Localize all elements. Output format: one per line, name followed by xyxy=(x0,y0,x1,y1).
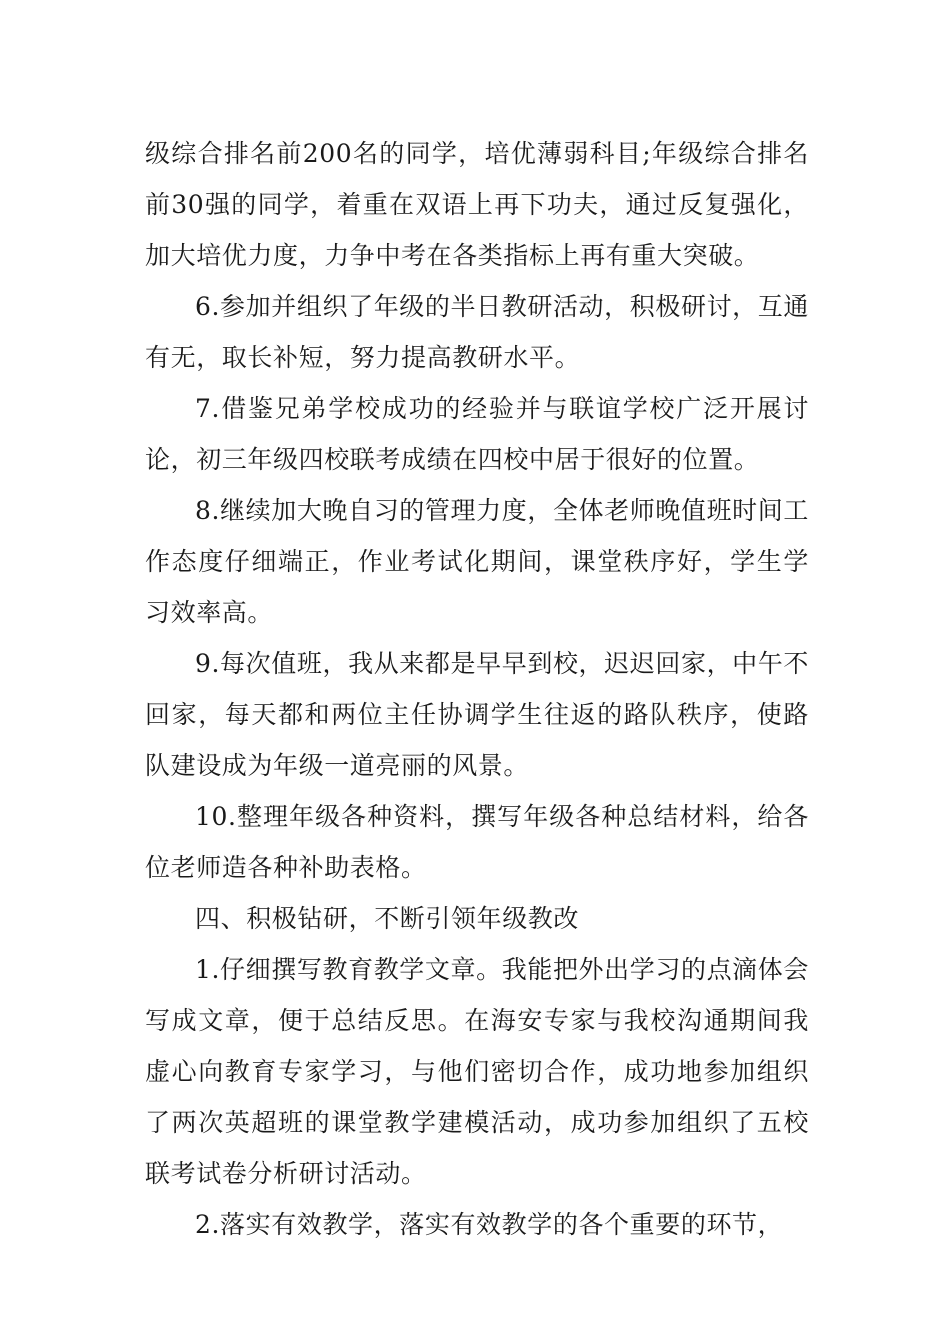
paragraph-item-2: 2.落实有效教学，落实有效教学的各个重要的环节， xyxy=(195,1210,784,1239)
paragraph-item-7: 7.借鉴兄弟学校成功的经验并与联谊学校广泛开展讨论，初三年级四校联考成绩在四校中居于很好的位置。 xyxy=(145,394,809,474)
paragraph-item-9: 9.每次值班，我从来都是早早到校，迟迟回家，中午不回家，每天都和两位主任协调学生往返的路队秩序，使路队建设成为年级一道亮丽的风景。 xyxy=(145,649,809,780)
paragraph-item-6: 6.参加并组织了年级的半日教研活动，积极研讨，互通有无，取长补短，努力提高教研水平。 xyxy=(145,292,809,372)
section-heading: 四、积极钻研，不断引领年级教改 xyxy=(195,904,580,933)
paragraph-continued: 级综合排名前200名的同学，培优薄弱科目;年级综合排名前30强的同学，着重在双语上再下功夫，通过反复强化，加大培优力度，力争中考在各类指标上再有重大突破。 xyxy=(145,139,809,270)
paragraph-item-1: 1.仔细撰写教育教学文章。我能把外出学习的点滴体会写成文章，便于总结反思。在海安专家与我校沟通期间我虚心向教育专家学习，与他们密切合作，成功地参加组织了两次英超班的课堂教学建模活动，成功参加组织了五校联考试卷分析研讨活动。 xyxy=(145,955,809,1188)
document-body xyxy=(145,128,809,1250)
paragraph-item-10: 10.整理年级各种资料，撰写年级各种总结材料，给各位老师造各种补助表格。 xyxy=(145,802,809,882)
paragraph-item-8: 8.继续加大晚自习的管理力度，全体老师晚值班时间工作态度仔细端正，作业考试化期间，课堂秩序好，学生学习效率高。 xyxy=(145,496,809,627)
